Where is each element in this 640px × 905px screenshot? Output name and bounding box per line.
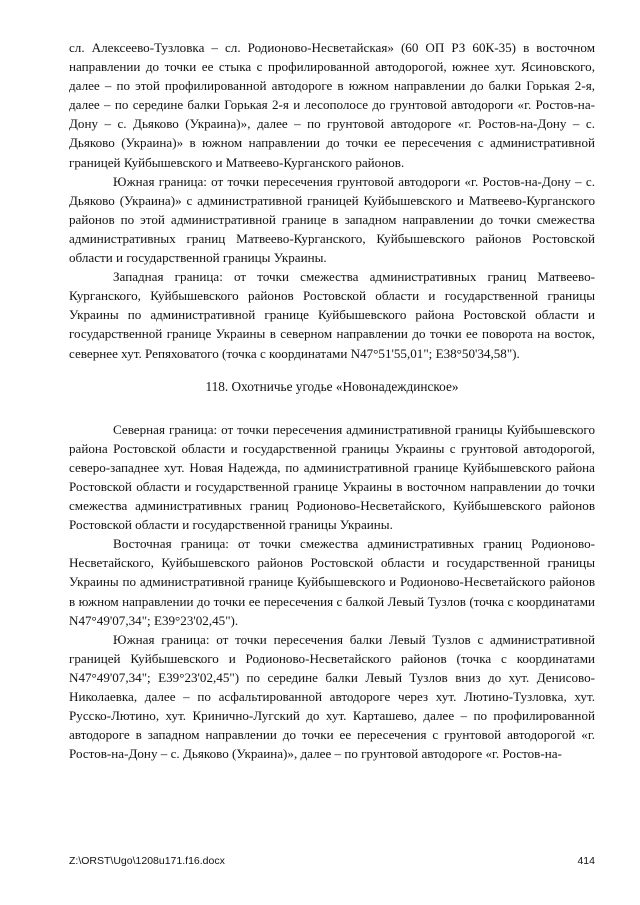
paragraph-west-border: Западная граница: от точки смежества административных границ Матвеево-Курганского, Куйбышевского районов Ростовской области и государственной границы Украины по административной границе Куйбышевского района Ростовской области и государственной границе Украины в северном направлении до точки ее поворота на восток, севернее хут. Репяховатого (точка с координатами N47°51'55,01"; E38°50'34,58"). [69, 269, 595, 361]
page-footer [69, 855, 595, 867]
paragraph-south-border-2: Южная граница: от точки пересечения балки Левый Тузлов с административной границей Куйбышевского и Родионово-Несветайского районов (точка с координатами N47°49'07,34"; E39°23'02,45") по середине балки Левый Тузлов вниз до хут. Денисово-Николаевка, далее – по асфальтированной автодороге через хут. Лютино-Тузловка, хут. Русско-Лютино, хут. Кринично-Лугский до хут. Карташево, далее – по профилированной автодороге в западном направлении до точки ее пересечения с грунтовой автодорогой «г. Ростов-на-Дону – с. Дьяково (Украина)», далее – по грунтовой автодороге «г. Ростов-на- [69, 631, 595, 762]
section-heading: 118. Охотничье угодье «Новонадеждинское» [205, 378, 459, 394]
paragraph-east-border: Восточная граница: от точки смежества административных границ Родионово-Несветайского, Куйбышевского районов Ростовской области и государственной границы Украины по административной границе Куйбышевского и Родионово-Несветайского районов в южном направлении до точки ее пересечения с балкой Левый Тузлов (точка с координатами N47°49'07,34"; E39°23'02,45"). [69, 536, 595, 628]
paragraph-continued: сл. Алексеево-Тузловка – сл. Родионово-Несветайская» (60 ОП РЗ 60К-35) в восточном направлении до точки ее стыка с профилированной автодорогой, южнее хут. Ясиновского, далее – по этой профилированной автодороге в южном направлении до балки Горькая 2-я, далее – по середине балки Горькая 2-я и лесополосе до грунтовой автодороги «г. Ростов-на-Дону – с. Дьяково (Украина)», далее – по грунтовой автодороге «г. Ростов-на-Дону – с. Дьяково (Украина)» в южном направлении до точки ее пересечения с административной границей Куйбышевского и Матвеево-Курганского районов. [69, 40, 595, 170]
paragraph-south-border: Южная граница: от точки пересечения грунтовой автодороги «г. Ростов-на-Дону – с. Дьяково (Украина)» с административной границей Куйбышевского и Матвеево-Курганского районов по этой административной границе в западном направлении до точки смежества административных границ Матвеево-Курганского, Куйбышевского районов Ростовской области и государственной границы Украины. [69, 173, 595, 266]
footer-page-number: 414 [577, 855, 595, 867]
document-body [69, 38, 595, 763]
paragraph-north-border: Северная граница: от точки пересечения административной границы Куйбышевского района Ростовской области и государственной границы Украины с грунтовой автодорогой, северо-западнее хут. Новая Надежда, по административной границе Куйбышевского района Ростовской области и государственной границе Украины в восточном направлении до точки смежества административных границ Родионово-Несветайского, Куйбышевского районов Ростовской области и государственной границы Украины. [69, 421, 595, 533]
footer-file-path: Z:\ORST\Ugo\1208u171.f16.docx [69, 855, 225, 867]
